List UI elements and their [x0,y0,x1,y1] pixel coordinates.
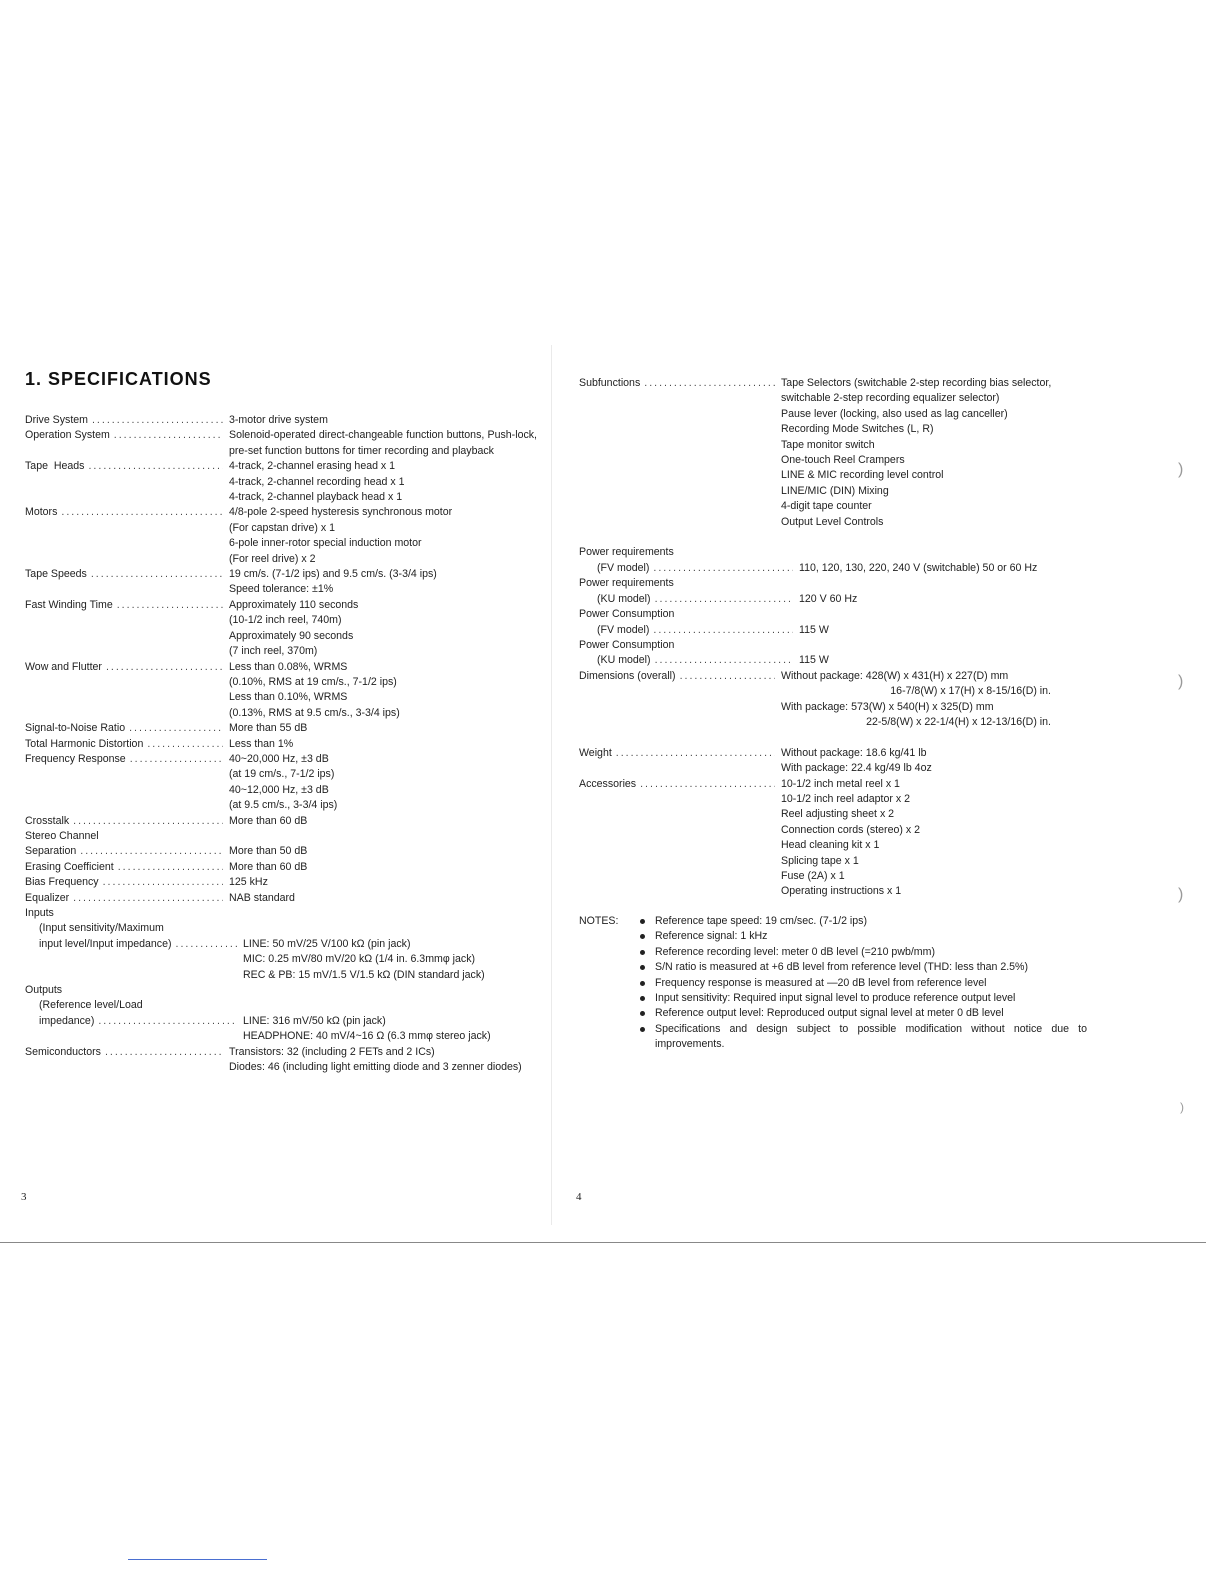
spec-value-line: LINE & MIC recording level control [781,469,944,482]
spec-value [223,829,537,844]
spec-value [223,983,537,998]
spec-value-line [781,638,1091,653]
spec-row [25,906,537,921]
spec-row [579,592,1091,607]
spec-value-line: Solenoid-operated direct-changeable function buttons, Push-lock, pre-set function buttons for timer recording and playback [229,429,537,457]
spec-value-line: Head cleaning kit x 1 [781,839,880,852]
note-item: Reference output level: Reproduced output signal level at meter 0 dB level [639,1006,1087,1021]
spec-value [223,505,537,567]
spec-value-line: NAB standard [229,891,295,904]
spec-value [775,746,1091,777]
spec-label-cell [25,998,237,1013]
spec-value-line: switchable 2-step recording equalizer selector) [781,392,1000,405]
spec-value-line: 125 kHz [229,876,268,889]
note-item: Reference recording level: meter 0 dB level (=210 pwb/mm) [639,945,1087,960]
spec-value-line: One-touch Reel Crampers [781,454,905,467]
spec-value [775,376,1091,530]
spec-label: Tape Speeds [25,568,87,581]
spec-value-line: (For capstan drive) x 1 [229,521,335,534]
note-item: Frequency response is measured at —20 dB level from reference level [639,976,1087,991]
spec-value-line: More than 50 dB [229,845,308,858]
spec-value-line: Fuse (2A) x 1 [781,870,845,882]
spec-value-line: Splicing tape x 1 [781,854,859,867]
spec-value [775,576,1091,591]
spec-value-line: Transistors: 32 (including 2 FETs and 2 ICs) [229,1045,435,1058]
spec-row [25,721,537,736]
spec-row [25,737,537,752]
spec-value [223,459,537,505]
leader-dots [126,752,223,767]
spec-value-line: Without package: 428(W) x 431(H) x 227(D) mm [781,669,1009,682]
spec-row [25,1045,537,1076]
spec-label: (KU model) [597,654,651,667]
leader-dots [676,669,775,684]
spec-label-cell [25,937,237,952]
binding-mark-icon: ) [1178,673,1184,690]
spec-label-cell [25,875,223,890]
spec-label-cell [25,829,223,844]
spec-value-line: 4-track, 2-channel recording head x 1 [229,475,405,488]
spec-value-line: Pause lever (locking, also used as lag canceller) [781,407,1008,420]
spec-value-line [781,730,1091,745]
spec-value-line [781,545,1091,560]
spec-value-line: 16-7/8(W) x 17(H) x 8-15/16(D) in. [890,685,1051,698]
spec-row [25,598,537,660]
spec-value-line: (0.10%, RMS at 19 cm/s., 7-1/2 ips) [229,675,397,688]
spec-value [775,669,1091,731]
spec-label: Frequency Response [25,752,126,765]
spec-row [25,428,537,459]
spec-row [579,376,1091,530]
binding-mark-icon: ) [1178,886,1184,903]
spec-row [579,777,1091,900]
spec-label-cell [579,746,775,761]
spec-label-cell [579,777,775,792]
leader-dots [143,737,223,752]
leader-dots [651,592,793,607]
spec-value-line: Without package: 18.6 kg/41 lb [781,746,927,759]
spec-value-line: Diodes: 46 (including light emitting diode and 3 zenner diodes) [229,1061,522,1074]
spec-value [775,607,1091,622]
spec-label: (FV model) [597,623,650,636]
spec-value-line: (10-1/2 inch reel, 740m) [229,614,342,627]
spec-value [793,623,1091,638]
spec-value [223,875,537,890]
spec-row [25,459,537,505]
spec-value [223,814,537,829]
spec-label-cell [25,891,223,906]
spec-value [775,545,1091,560]
spec-label-cell [579,623,793,638]
spec-label-cell [25,921,237,936]
spec-value-line [781,576,1091,591]
spec-label: Wow and Flutter [25,660,102,673]
spec-label-cell [25,860,223,875]
spec-value [793,653,1091,668]
spec-label-cell [579,638,775,653]
notes-heading: NOTES: [579,915,619,927]
spec-row [579,730,1091,745]
spec-label: impedance) [39,1014,95,1027]
spec-value-line [243,998,537,1013]
spec-row [579,653,1091,668]
spec-label-cell [25,844,223,859]
spec-label: Power Consumption [579,638,675,651]
spec-label: Fast Winding Time [25,598,113,611]
leader-dots [172,937,237,952]
spec-label: Dimensions (overall) [579,669,676,682]
spec-label: Accessories [579,777,637,790]
spacer [674,607,775,622]
spec-value-line: HEADPHONE: 40 mV/4~16 Ω (6.3 mmφ stereo jack) [243,1030,491,1043]
spec-value-line: 6-pole inner-rotor special induction motor [229,537,422,550]
spec-row [25,844,537,859]
leader-dots [94,1014,237,1029]
spec-value-line: Less than 1% [229,737,294,750]
spec-value-line: Tape monitor switch [781,438,875,451]
spacer [164,921,237,936]
spec-label: (Input sensitivity/Maximum [39,922,164,935]
spec-value [223,567,537,598]
spec-row [25,875,537,890]
spec-value [223,721,537,736]
spec-value [775,638,1091,653]
leader-dots [76,844,223,859]
spec-value-line: Connection cords (stereo) x 2 [781,823,920,836]
spacer [99,829,223,844]
spec-value-line: 115 W [799,654,829,667]
binding-mark-icon: ) [1180,1100,1184,1114]
spec-row [579,623,1091,638]
leader-dots [612,746,775,761]
spec-label: Power Consumption [579,608,675,621]
spec-label: (KU model) [597,592,651,605]
spec-label: Crosstalk [25,814,70,827]
spec-row [25,829,537,844]
leader-dots [636,777,775,792]
spec-value-line: Tape Selectors (switchable 2-step recording bias selector, [781,377,1052,389]
spec-row [579,545,1091,560]
spec-row [25,505,537,567]
notes-section [579,914,1087,1053]
spec-value-line: 22-5/8(W) x 22-1/4(H) x 12-13/16(D) in. [866,715,1051,728]
spec-label: input level/Input impedance) [39,937,172,950]
spec-value-line: Reel adjusting sheet x 2 [781,808,895,821]
spec-label: Operation System [25,429,110,442]
spec-row [579,669,1091,731]
spec-value [237,1014,537,1045]
spec-label: Drive System [25,414,88,426]
spec-label-cell [25,567,223,582]
leader-dots [84,459,223,474]
spec-value-line [781,607,1091,622]
spec-value [237,937,537,983]
spec-label-cell [25,660,223,675]
spec-value-line: (at 9.5 cm/s., 3-3/4 ips) [229,799,338,812]
spec-value [793,592,1091,607]
spec-value-line: Output Level Controls [781,515,884,528]
binding-mark-icon: ) [1178,461,1184,478]
footer-line [128,1559,267,1560]
spec-label: Inputs [25,907,54,919]
note-item: Specifications and design subject to possible modification without notice due to improvements. [639,1022,1087,1053]
spec-value [775,530,1091,545]
spec-label-cell [25,721,223,736]
spec-value-line: With package: 22.4 kg/49 lb 4oz [781,762,932,775]
leader-dots [99,875,223,890]
spec-value-line: LINE: 50 mV/25 V/100 kΩ (pin jack) [243,937,411,950]
spec-value [223,752,537,814]
spec-label: Stereo Channel [25,829,99,842]
spec-row [25,891,537,906]
spacer [674,638,775,653]
spec-label-cell [25,983,223,998]
spec-value-line: 19 cm/s. (7-1/2 ips) and 9.5 cm/s. (3-3/4 ips) [229,568,437,581]
spec-value-line: 4-track, 2-channel playback head x 1 [229,491,403,504]
spec-value-line: (For reel drive) x 2 [229,552,316,565]
spec-label: (Reference level/Load [39,999,143,1012]
spec-value-line: 110, 120, 130, 220, 240 V (switchable) 50 or 60 Hz [799,561,1038,574]
spec-value [223,413,537,428]
spec-label: Total Harmonic Distortion [25,737,144,750]
spacer [674,545,775,560]
leader-dots [110,428,223,443]
spec-label-cell [25,505,223,520]
spec-row [579,530,1091,545]
spec-value [775,777,1091,900]
spec-value-line [229,983,537,998]
spec-label: Erasing Coefficient [25,860,114,873]
spec-value-line: MIC: 0.25 mV/80 mV/20 kΩ (1/4 in. 6.3mmφ jack) [243,953,476,966]
spec-value [237,921,537,936]
spec-value-line [781,530,1091,545]
spec-value-line: 10-1/2 inch reel adaptor x 2 [781,792,910,805]
spec-row [579,576,1091,591]
note-item: Reference signal: 1 kHz [639,929,1087,944]
spec-value-line: (7 inch reel, 370m) [229,645,318,658]
spec-row [25,937,537,983]
spec-label-cell [25,1014,237,1029]
spec-value [223,906,537,921]
spec-label: Motors [25,506,58,519]
spec-value-line: 40~12,000 Hz, ±3 dB [229,783,329,796]
leader-dots [101,1045,223,1060]
spec-row [579,746,1091,777]
spec-label-cell [25,906,223,921]
leader-dots [649,623,793,638]
spec-row [25,1014,537,1045]
spec-value-line: Less than 0.10%, WRMS [229,691,348,704]
spec-label: Separation [25,845,77,858]
leader-dots [69,814,223,829]
spec-value-line: 4-digit tape counter [781,500,872,513]
spec-row [579,607,1091,622]
spec-row [25,983,537,998]
spec-value-line: LINE: 316 mV/50 kΩ (pin jack) [243,1014,386,1027]
spec-value-line: Operating instructions x 1 [781,885,902,898]
spec-row [25,860,537,875]
spec-label: Tape Heads [25,460,85,473]
spec-value-line [229,906,537,921]
spec-value-line: 4-track, 2-channel erasing head x 1 [229,460,396,473]
spec-value [223,598,537,660]
spec-value-line: (at 19 cm/s., 7-1/2 ips) [229,768,335,781]
spec-value [223,1045,537,1076]
spec-label: (FV model) [597,561,650,574]
spec-label-cell [25,1045,223,1060]
spec-row [25,660,537,722]
spec-label-cell [25,413,223,428]
note-item: Input sensitivity: Required input signal level to produce reference output level [639,991,1087,1006]
page-number-right: 4 [576,1191,582,1203]
spec-value [223,891,537,906]
spec-value-line: 3-motor drive system [229,414,328,426]
spec-value-line: 10-1/2 inch metal reel x 1 [781,777,900,790]
spec-label-cell [25,598,223,613]
spec-label: Weight [579,746,612,759]
spec-value-line: LINE/MIC (DIN) Mixing [781,484,889,497]
spec-value-line: (0.13%, RMS at 9.5 cm/s., 3-3/4 ips) [229,706,400,719]
spacer [674,576,775,591]
note-item: Reference tape speed: 19 cm/sec. (7-1/2 ips) [639,914,1087,929]
spec-label: Semiconductors [25,1045,101,1058]
spec-value-line: Approximately 90 seconds [229,629,354,642]
spec-value [793,561,1091,576]
spec-value-line: 40~20,000 Hz, ±3 dB [229,752,329,765]
spec-row [25,413,537,428]
leader-dots [125,721,223,736]
spec-value-line: With package: 573(W) x 540(H) x 325(D) mm [781,700,994,713]
spec-row [579,561,1091,576]
spec-label: Subfunctions [579,377,641,389]
spec-value-line: Speed tolerance: ±1% [229,583,334,596]
leader-dots [87,567,223,582]
spec-row [25,921,537,936]
spec-value [223,428,537,459]
spec-value-line: REC & PB: 15 mV/1.5 V/1.5 kΩ (DIN standard jack) [243,968,485,981]
spec-label-cell [25,459,223,474]
spacer [143,998,237,1013]
spec-row [25,814,537,829]
spec-label-cell [579,545,775,560]
spacer [62,983,223,998]
leader-dots [649,561,793,576]
spec-value-line [229,829,537,844]
spec-label: Signal-to-Noise Ratio [25,722,126,735]
page-number-left: 3 [21,1191,27,1203]
spec-value-line: 115 W [799,623,829,636]
spec-label-cell [579,576,775,591]
leader-dots [88,413,223,428]
spec-row [579,638,1091,653]
spec-value-line: More than 55 dB [229,722,308,735]
spec-label-cell [579,561,793,576]
spec-value [223,737,537,752]
spec-value [223,860,537,875]
spec-value-line: More than 60 dB [229,814,308,827]
spec-label: Bias Frequency [25,876,99,889]
spec-label-cell [579,376,775,391]
spec-row [25,752,537,814]
spec-label: Equalizer [25,891,70,904]
leader-dots [102,660,223,675]
note-item: S/N ratio is measured at +6 dB level from reference level (THD: less than 2.5%) [639,960,1087,975]
spec-label-cell [25,428,223,443]
spec-value-line [243,921,537,936]
spec-label-cell [25,737,223,752]
spec-value-line: 120 V 60 Hz [799,592,858,605]
spec-value-line: Recording Mode Switches (L, R) [781,423,934,436]
spec-label-cell [579,669,775,684]
leader-dots [113,598,223,613]
left-spec-list [25,413,537,1075]
page-title: 1. SPECIFICATIONS [25,369,212,389]
spacer [54,906,223,921]
spec-value-line: 4/8-pole 2-speed hysteresis synchronous motor [229,506,453,519]
spec-label: Power requirements [579,577,674,590]
spec-value-line: Less than 0.08%, WRMS [229,660,348,673]
spec-label-cell [579,607,775,622]
spec-label: Power requirements [579,546,674,559]
spec-label: Outputs [25,984,63,997]
spec-value-line: More than 60 dB [229,860,308,873]
notes-list [639,914,1087,1053]
leader-dots [114,860,223,875]
leader-dots [640,376,775,391]
right-spec-list [579,376,1091,900]
leader-dots [69,891,223,906]
spec-row [25,998,537,1013]
spec-label-cell [25,814,223,829]
spec-value-line: Approximately 110 seconds [229,598,359,611]
spec-label-cell [579,592,793,607]
spec-value [223,844,537,859]
spec-value [775,730,1091,745]
bottom-divider [0,1242,1206,1243]
spec-label-cell [579,653,793,668]
spec-value [237,998,537,1013]
spec-label-cell [25,752,223,767]
leader-dots [651,653,793,668]
leader-dots [57,505,223,520]
spec-value [223,660,537,722]
page-gutter [551,345,552,1225]
spec-row [25,567,537,598]
